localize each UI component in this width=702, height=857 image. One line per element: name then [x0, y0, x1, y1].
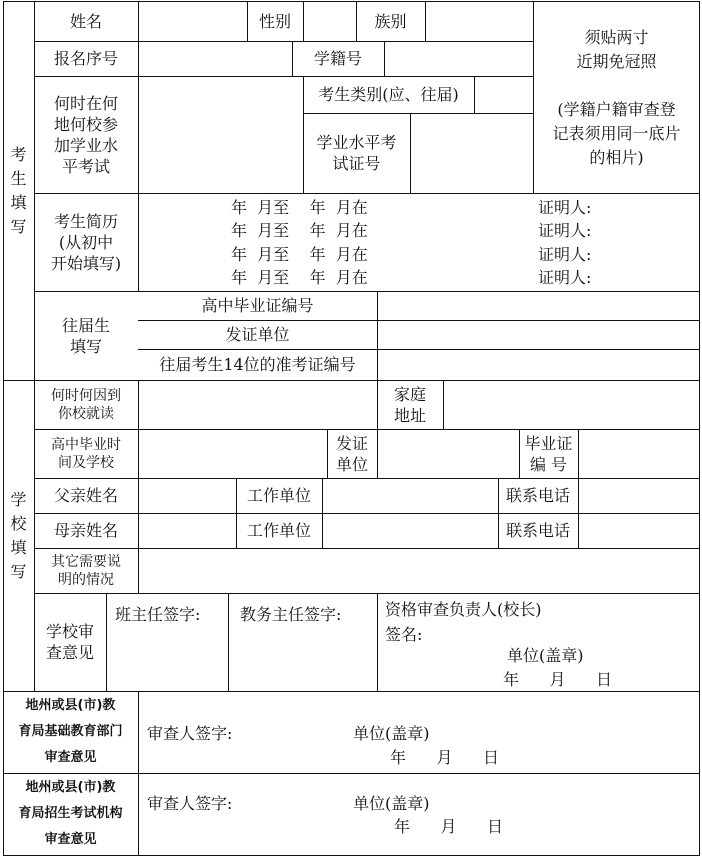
- label-reg-no: 报名序号: [53, 49, 118, 68]
- rule: [228, 593, 229, 691]
- label-work-unit: 工作单位: [246, 486, 311, 505]
- father-phone-field[interactable]: [579, 479, 699, 512]
- issue-unit-field[interactable]: [378, 430, 518, 477]
- level-cert-field[interactable]: [411, 114, 532, 192]
- category-field[interactable]: [475, 77, 532, 112]
- label-mother: 母亲姓名: [53, 521, 118, 540]
- label-issuer: 发证单位: [225, 325, 290, 344]
- student-no-field[interactable]: [385, 42, 532, 75]
- label-other: 其它需要说 明的情况: [51, 553, 121, 588]
- father-name-field[interactable]: [139, 479, 235, 512]
- reviewer-signature: 审查人签字:: [147, 794, 233, 813]
- dept-date: 年 月 日: [390, 748, 500, 767]
- dean-signature: 教务主任签字:: [240, 605, 342, 624]
- label-work-unit: 工作单位: [246, 521, 311, 540]
- label-name: 姓名: [69, 11, 102, 31]
- label-resume: 考生简历 (从初中 开始填写): [50, 211, 122, 273]
- resume-witness: 证明人:: [538, 245, 592, 264]
- label-dept-exam: 地州或县(市)教 育局招生考试机构 审查意见: [18, 780, 123, 847]
- resume-dates: 年 月至 年 月在: [231, 198, 368, 217]
- label-father: 父亲姓名: [53, 486, 118, 505]
- resume-witness: 证明人:: [538, 198, 592, 217]
- resume-dates: 年 月至 年 月在: [231, 268, 368, 287]
- home-field[interactable]: [444, 381, 699, 428]
- resume-witness: 证明人:: [538, 221, 592, 240]
- label-dept-basic: 地州或县(市)教 育局基础教育部门 审查意见: [18, 698, 123, 765]
- school-date: 年 月 日: [503, 670, 613, 689]
- reg-no-field[interactable]: [139, 42, 291, 75]
- label-phone: 联系电话: [505, 486, 570, 505]
- label-issue-unit: 发证 单位: [335, 433, 368, 474]
- label-ethnicity: 族别: [374, 11, 407, 31]
- label-when-where: 何时在何 地何校参 加学业水 平考试: [53, 93, 118, 176]
- hs-cert-no-field[interactable]: [378, 292, 699, 319]
- dept-stamp: 单位(盖章): [353, 724, 430, 743]
- school-stamp: 单位(盖章): [507, 646, 584, 665]
- label-gender: 性别: [258, 11, 291, 31]
- name-field[interactable]: [139, 2, 246, 40]
- other-field[interactable]: [139, 549, 699, 592]
- resume-dates: 年 月至 年 月在: [231, 245, 368, 264]
- when-why-field[interactable]: [139, 381, 376, 428]
- grad-cert-field[interactable]: [579, 430, 699, 477]
- resume-witness: 证明人:: [538, 268, 592, 287]
- hs-grad-field[interactable]: [139, 430, 326, 477]
- mother-work-field[interactable]: [323, 514, 497, 547]
- rule: [106, 593, 107, 691]
- principal-signature: 资格审查负责人(校长) 签名:: [385, 600, 542, 644]
- label-grad-cert: 毕业证 编 号: [524, 433, 573, 474]
- label-hs-grad: 高中毕业时 间及学校: [51, 436, 121, 471]
- label-category: 考生类别(应、往届): [318, 85, 459, 104]
- section-label-school: 学 校 填 写: [10, 489, 27, 581]
- photo-box: 须贴两寸 近期免冠照 (学籍户籍审查登 记表须用同一底片 的相片): [552, 27, 681, 167]
- label-when-why: 何时何因到 你校就读: [51, 387, 121, 422]
- label-home: 家庭 地址: [393, 384, 426, 425]
- label-level-cert: 学业水平考 试证号: [316, 133, 397, 173]
- reviewer-signature: 审查人签字:: [147, 724, 233, 743]
- label-school-opinion: 学校审 查意见: [45, 622, 94, 662]
- father-work-field[interactable]: [323, 479, 497, 512]
- rule: [377, 593, 378, 691]
- ethnicity-field[interactable]: [426, 2, 532, 40]
- head-teacher-signature: 班主任签字:: [115, 605, 201, 624]
- mother-name-field[interactable]: [139, 514, 235, 547]
- label-phone: 联系电话: [505, 521, 570, 540]
- when-where-field[interactable]: [139, 77, 302, 192]
- rule: [138, 691, 139, 856]
- rule: [3, 855, 700, 856]
- section-label-examinee: 考 生 填 写: [10, 144, 27, 236]
- rule: [699, 1, 700, 856]
- label-prev-ticket: 往届考生14位的准考证编号: [159, 355, 356, 374]
- label-previous: 往届生 填写: [61, 315, 110, 356]
- resume-dates: 年 月至 年 月在: [231, 221, 368, 240]
- issuer-field[interactable]: [378, 321, 699, 348]
- rule: [34, 593, 700, 594]
- dept-stamp: 单位(盖章): [353, 794, 430, 813]
- prev-ticket-field[interactable]: [378, 350, 699, 379]
- label-hs-cert-no: 高中毕业证编号: [201, 296, 314, 315]
- label-student-no: 学籍号: [313, 49, 362, 68]
- mother-phone-field[interactable]: [579, 514, 699, 547]
- gender-field[interactable]: [304, 2, 355, 40]
- dept-date: 年 月 日: [394, 817, 504, 836]
